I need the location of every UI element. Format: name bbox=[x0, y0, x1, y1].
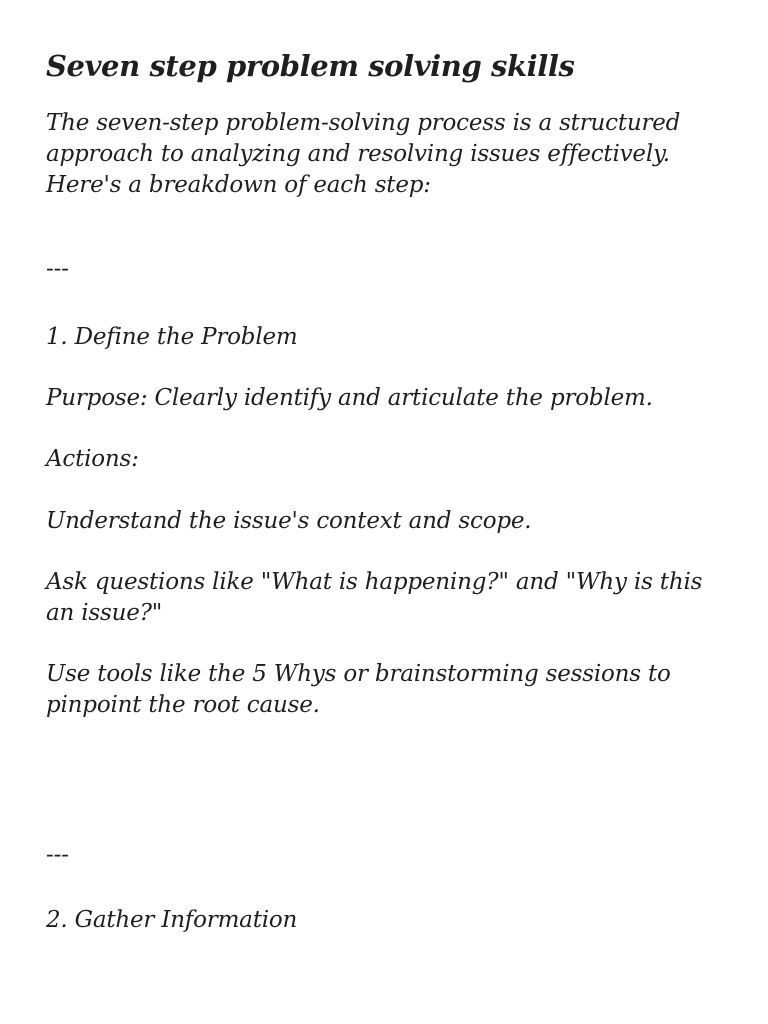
section-separator: --- bbox=[46, 256, 69, 282]
step-1-purpose: Purpose: Clearly identify and articulate the problem. bbox=[46, 385, 653, 411]
step-1-action-3: Use tools like the 5 Whys or brainstorming sessions to pinpoint the root cause. bbox=[46, 661, 671, 718]
document-title: Seven step problem solving skills bbox=[46, 49, 575, 83]
step-1-action-1: Understand the issue's context and scope. bbox=[46, 508, 532, 534]
step-1-actions-label: Actions: bbox=[46, 446, 139, 472]
section-separator: --- bbox=[46, 842, 69, 868]
intro-paragraph: The seven-step problem-solving process is a structured approach to analyzing and resolving issues effectively. Here's a breakdown of each step: bbox=[46, 110, 681, 198]
step-2-heading: 2. Gather Information bbox=[46, 907, 298, 933]
step-1-action-2: Ask questions like "What is happening?" and "Why is this an issue?" bbox=[46, 569, 703, 626]
document-page bbox=[46, 0, 736, 1024]
step-1-heading: 1. Define the Problem bbox=[46, 324, 298, 350]
